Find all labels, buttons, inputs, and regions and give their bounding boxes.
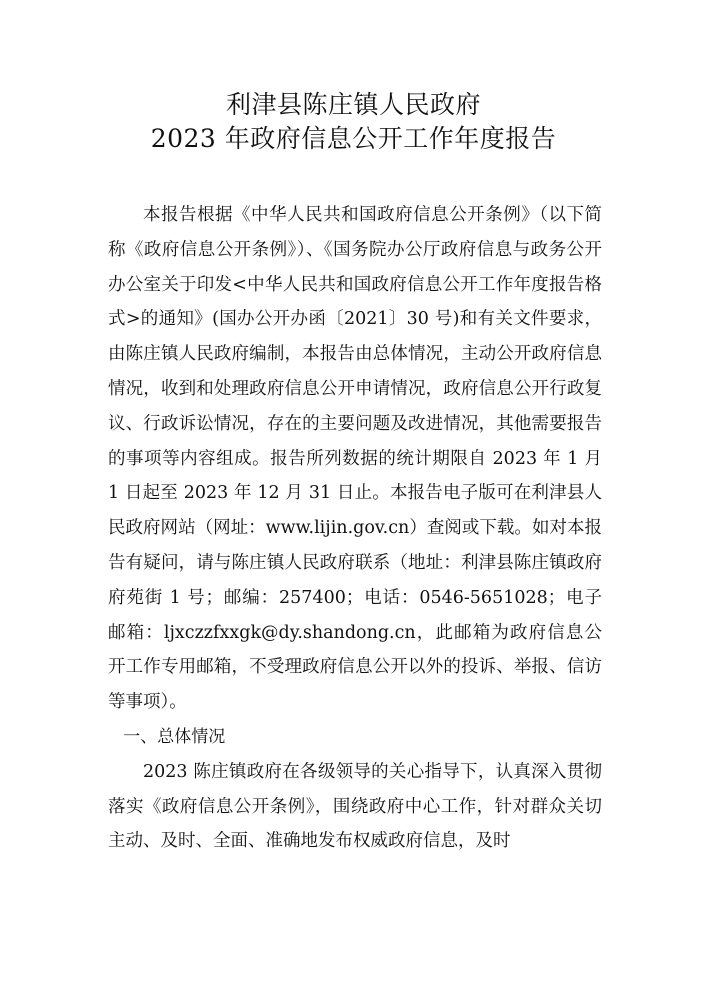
document-body (108, 198, 602, 859)
intro-paragraph: 本报告根据《中华人民共和国政府信息公开条例》（以下简称《政府信息公开条例》）、《国务院办公厅政府信息与政务公开办公室关于印发<中华人民共和国政府信息公开工作年度报告格式>的通知》(国办公开办函〔2021〕30 号)和有关文件要求，由陈庄镇人民政府编制，本报告由总体情况，主动公开政府信息情况，收到和处理政府信息公开申请情况，政府信息公开行政复议、行政诉讼情况，存在的主要问题及改进情况，其他需要报告的事项等内容组成。报告所列数据的统计期限自 2023 年 1 月 1 日起至 2023 年 12 月 31 日止。本报告电子版可在利津县人民政府网站（网址：www.lijin.gov.cn）查阅或下载。如对本报告有疑问，请与陈庄镇人民政府联系（地址：利津县陈庄镇政府府苑街 1 号；邮编：257400；电话：0546-5651028；电子邮箱：ljxczzfxxgk@dy.shandong.cn，此邮箱为政府信息公开工作专用邮箱，不受理政府信息公开以外的投诉、举报、信访等事项）。 (108, 205, 602, 713)
section-heading-overview: 一、总体情况 (123, 726, 226, 747)
title-line-2: 2023 年政府信息公开工作年度报告 (150, 124, 557, 153)
document-title (0, 88, 707, 156)
overview-paragraph: 2023 陈庄镇政府在各级领导的关心指导下，认真深入贯彻落实《政府信息公开条例》，围绕政府中心工作，针对群众关切主动、及时、全面、准确地发布权威政府信息，及时 (108, 761, 602, 852)
title-line-1: 利津县陈庄镇人民政府 (225, 90, 481, 119)
